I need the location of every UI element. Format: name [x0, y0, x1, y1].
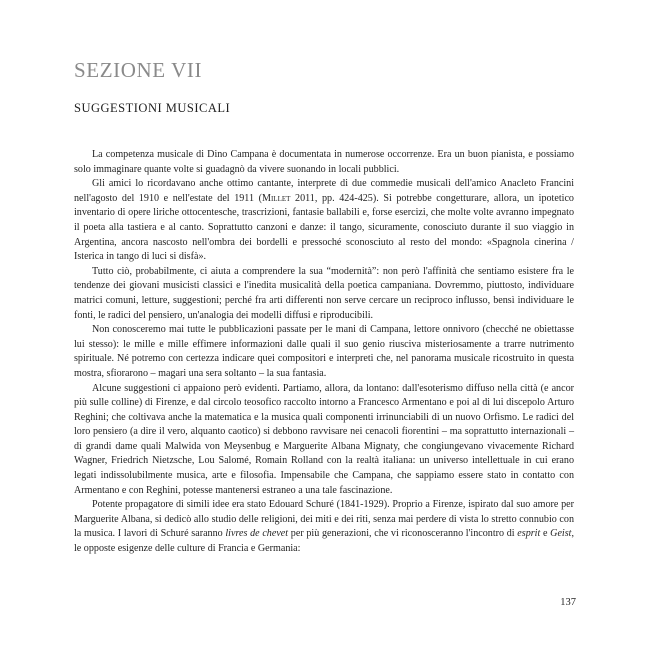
paragraph [74, 177, 574, 265]
italic-term: Geist [550, 528, 572, 540]
body-text [74, 148, 574, 557]
paragraph: Non conosceremo mai tutte le pubblicazioni passate per le mani di Campana, lettore onnivoro (checché ne obiettasse lui stesso): le mille e mille effimere informazioni dalle quali il suo genio riusciva misteriosamente a trarre nutrimento spirituale. Né potremo con certezza indicare quei compositori e interpreti che, nel panorama musicale ricostruito in questa mostra, sfiorarono – magari una sera soltanto – la sua fantasia. [74, 324, 574, 379]
text-run: Gli amici lo ricordavano anche ottimo cantante, interprete di due commedie musicali dell'amico Anacleto Francini nell'agosto del 1910 e nell'estate del 1911 ( [74, 178, 574, 204]
section-title: SEZIONE VII [74, 58, 203, 82]
italic-term: livres de chevet [225, 528, 289, 540]
italic-term: esprit [517, 528, 541, 540]
text-run: per più generazioni, che vi riconosceranno l'incontro di [288, 528, 518, 540]
paragraph: Alcune suggestioni ci appaiono però evidenti. Partiamo, allora, da lontano: dall'esoterismo diffuso nella città (e ancor più sulle colline) di Firenze, e dal circolo teosofico raccolto intorno a Francesco Armentano e poi al di lui discepolo Arturo Reghini; che coltivava anche la matematica e la musica quali componenti irrinunciabili di un nuovo Orfismo. Le radici del loro pensiero (a dire il vero, alquanto caotico) si debbono ravvisare nei cenacoli fiorentini – ma soprattutto internazionali – di grandi dame quali Malwida von Meysenbug e Marguerite Albana Mignaty, che congiungevano vivacemente Richard Wagner, Friedrich Nietzsche, Lou Salomé, Romain Rolland con la realtà italiana: un universo intellettuale in cui erano legati indissolubilmente musica, arte e filosofia. Impensabile che Campana, che sappiamo essere stato in contatto con Armentano e con Reghini, potesse mantenersi estraneo a una tale fascinazione. [74, 382, 574, 496]
text-run: , le opposte esigenze delle culture di Francia e Germania: [74, 528, 574, 555]
text-run: Potente propagatore di simili idee era stato Edouard Schuré (1841-1929). Proprio a Firenze, ispirato dal suo amore per Marguerite Albana, si dedicò allo studio delle religioni, dei miti e dei riti, senza mai perdere di vista lo stretto connubio con la musica. I lavori di Schuré saranno [74, 499, 574, 540]
paragraph: Tutto ciò, probabilmente, ci aiuta a comprendere la sua “modernità”: non però l'affinità che sentiamo esistere fra le tendenze dei giovani musicisti classici e l'inedita musicalità della poetica campaniana. Dovremmo, piuttosto, individuare matrici comuni, letture, suggestioni; perché fra arti differenti non serve cercare un reciproco influsso, bensì individuare le fonti, le radici del pensiero, un'analogia dei modelli diffusi e riproducibili. [74, 265, 574, 321]
paragraph [74, 498, 574, 556]
paragraph: La competenza musicale di Dino Campana è documentata in numerose occorrenze. Era un buon pianista, e possiamo solo immaginare quante volte si guadagnò da vivere suonando in locali pubblici. [74, 149, 574, 175]
citation-author: Millet [262, 192, 291, 204]
text-run: e [540, 528, 551, 540]
subsection-title: SUGGESTIONI MUSICALI [74, 101, 231, 115]
text-run: 2011, pp. 424-425). Si potrebbe congetturare, allora, un ipotetico inventario di opere liriche ottocentesche, trascrizioni, fantasie ballabili e, forse esercizi, che molte volte avranno impegnato il poeta alla tastiera e al canto. Soprattutto canzoni e danze: il tango, sicuramente, conosciuto durante il suo viaggio in Argentina, ancora nascosto nell'ombra dei bordelli e pressoché sconosciuto al resto del mondo: «Spagnola cinerina / Isterica in tango di luci si disfà». [74, 192, 574, 263]
page-number: 137 [560, 597, 576, 608]
